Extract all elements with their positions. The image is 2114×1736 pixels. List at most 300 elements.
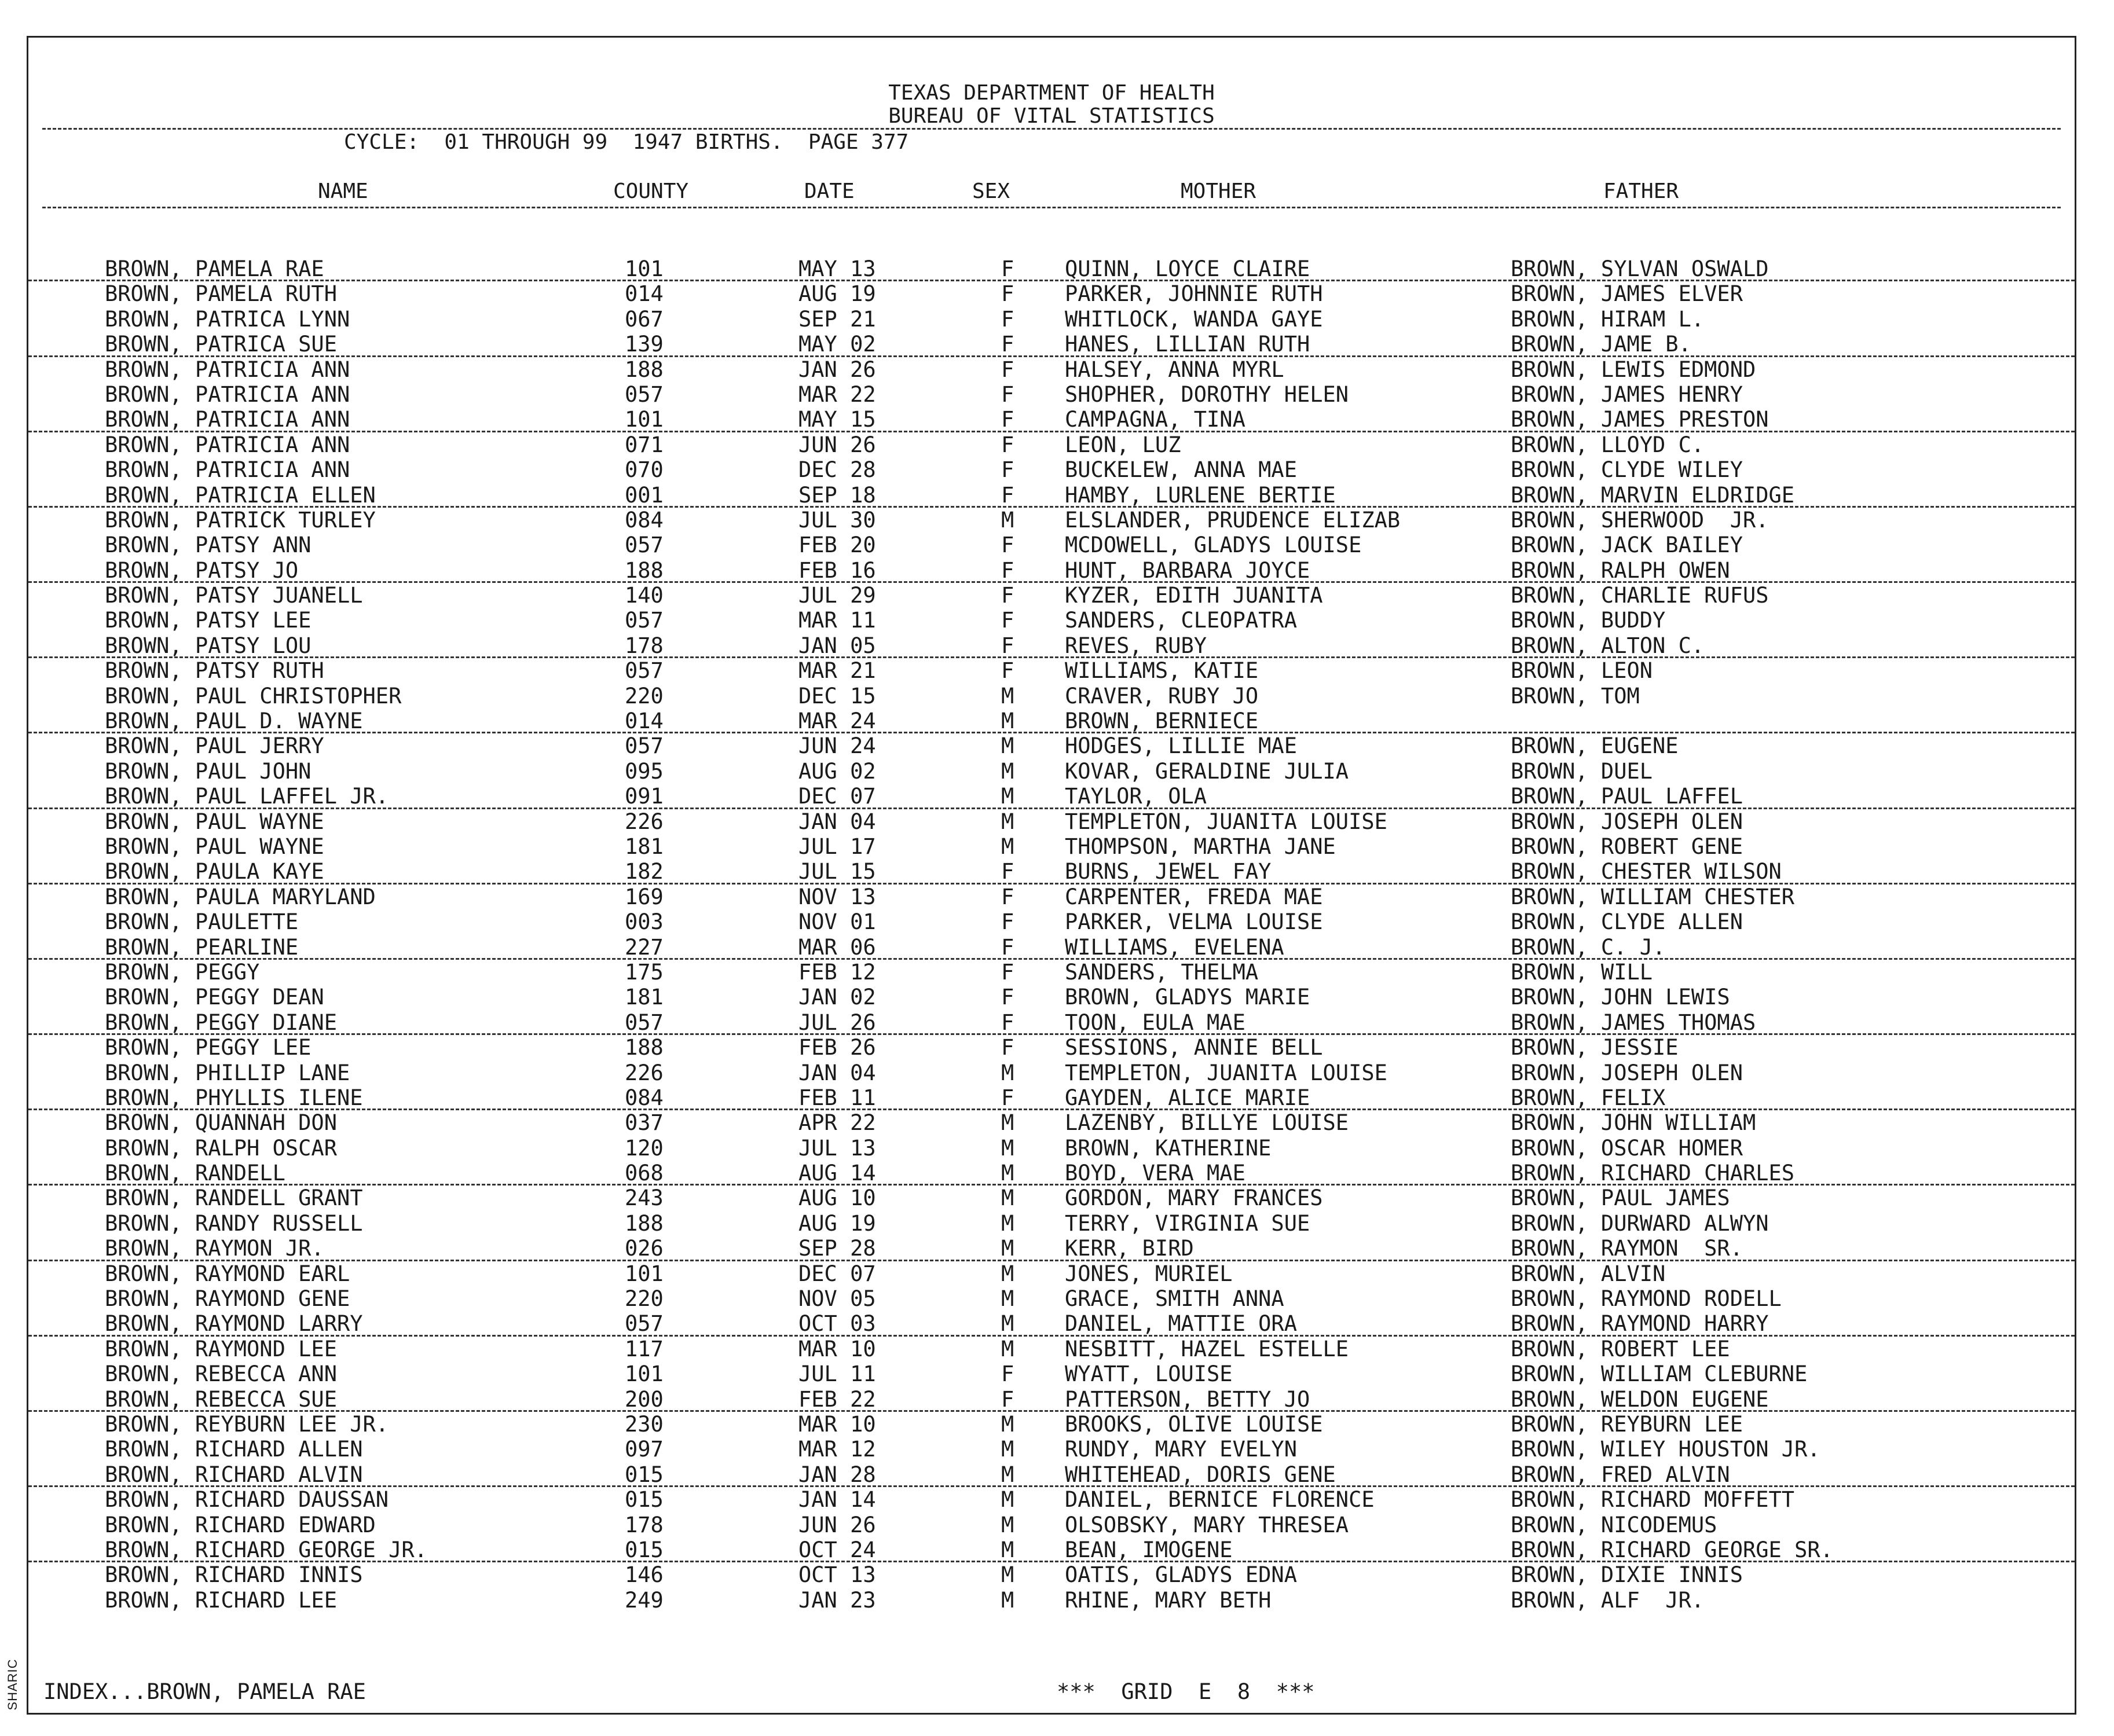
- table-row: [28, 784, 2075, 809]
- birth-date-cell: DEC 15: [798, 683, 876, 709]
- county-code-cell: 188: [625, 557, 664, 583]
- child-name-cell: BROWN, PATRICIA ANN: [105, 381, 350, 407]
- county-code-cell: 057: [625, 1010, 664, 1035]
- county-code-cell: 178: [625, 633, 664, 658]
- county-code-cell: 084: [625, 507, 664, 533]
- table-row: [28, 1588, 2075, 1613]
- child-name-cell: BROWN, PAUL D. WAYNE: [105, 709, 363, 734]
- birth-date-cell: JUL 15: [798, 859, 876, 884]
- mother-name-cell: KYZER, EDITH JUANITA: [1065, 583, 1323, 608]
- sex-cell: M: [1001, 1060, 1014, 1085]
- department-title: TEXAS DEPARTMENT OF HEALTH: [888, 81, 1215, 105]
- sex-cell: M: [1001, 1210, 1014, 1236]
- child-name-cell: BROWN, RAYMOND EARL: [105, 1261, 350, 1286]
- child-name-cell: BROWN, RAYMOND LEE: [105, 1336, 337, 1361]
- child-name-cell: BROWN, PAUL WAYNE: [105, 809, 324, 834]
- sex-cell: M: [1001, 809, 1014, 834]
- child-name-cell: BROWN, RICHARD GEORGE JR.: [105, 1537, 427, 1562]
- sex-cell: M: [1001, 1311, 1014, 1337]
- table-row: [28, 483, 2075, 508]
- table-row: [28, 985, 2075, 1010]
- mother-name-cell: CAMPAGNA, TINA: [1065, 407, 1245, 432]
- birth-date-cell: JUN 26: [798, 432, 876, 457]
- birth-date-cell: FEB 11: [798, 1085, 876, 1110]
- father-name-cell: BROWN, DUEL: [1511, 758, 1653, 784]
- father-name-cell: BROWN, DURWARD ALWYN: [1511, 1210, 1769, 1236]
- birth-date-cell: JUL 11: [798, 1361, 876, 1387]
- child-name-cell: BROWN, PAMELA RAE: [105, 256, 324, 281]
- mother-name-cell: OLSOBSKY, MARY THRESEA: [1065, 1512, 1349, 1537]
- county-code-cell: 057: [625, 658, 664, 684]
- child-name-cell: BROWN, PATSY LOU: [105, 633, 312, 658]
- table-row: [28, 1085, 2075, 1110]
- sex-cell: F: [1001, 432, 1014, 457]
- child-name-cell: BROWN, PEGGY LEE: [105, 1035, 312, 1060]
- table-row: [28, 1311, 2075, 1336]
- sex-cell: M: [1001, 709, 1014, 734]
- birth-date-cell: MAR 06: [798, 934, 876, 960]
- sex-cell: F: [1001, 407, 1014, 432]
- child-name-cell: BROWN, PATSY JUANELL: [105, 583, 363, 608]
- table-row: [28, 256, 2075, 281]
- table-row: [28, 608, 2075, 633]
- mother-name-cell: WILLIAMS, KATIE: [1065, 658, 1259, 684]
- mother-name-cell: GAYDEN, ALICE MARIE: [1065, 1085, 1310, 1110]
- table-row: [28, 809, 2075, 834]
- child-name-cell: BROWN, PAMELA RUTH: [105, 281, 337, 307]
- county-code-cell: 071: [625, 432, 664, 457]
- sex-cell: F: [1001, 357, 1014, 382]
- mother-name-cell: SANDERS, THELMA: [1065, 959, 1259, 985]
- county-code-cell: 101: [625, 256, 664, 281]
- mother-name-cell: ELSLANDER, PRUDENCE ELIZAB: [1065, 507, 1401, 533]
- table-row: [28, 1562, 2075, 1587]
- table-row: [28, 684, 2075, 709]
- birth-date-cell: JUL 29: [798, 583, 876, 608]
- sex-cell: F: [1001, 557, 1014, 583]
- sex-cell: F: [1001, 934, 1014, 960]
- sex-cell: M: [1001, 683, 1014, 709]
- mother-name-cell: PATTERSON, BETTY JO: [1065, 1386, 1310, 1412]
- father-name-cell: BROWN, RAYMOND RODELL: [1511, 1286, 1782, 1312]
- birth-date-cell: NOV 05: [798, 1286, 876, 1312]
- county-code-cell: 015: [625, 1487, 664, 1513]
- father-name-cell: BROWN, CLYDE WILEY: [1511, 457, 1743, 483]
- father-name-cell: BROWN, FELIX: [1511, 1085, 1666, 1110]
- child-name-cell: BROWN, RAYMOND GENE: [105, 1286, 350, 1312]
- table-row: [28, 1337, 2075, 1361]
- mother-name-cell: KOVAR, GERALDINE JULIA: [1065, 758, 1349, 784]
- birth-date-cell: MAR 11: [798, 608, 876, 633]
- birth-date-cell: FEB 22: [798, 1386, 876, 1412]
- child-name-cell: BROWN, REYBURN LEE JR.: [105, 1411, 389, 1437]
- father-name-cell: BROWN, WELDON EUGENE: [1511, 1386, 1769, 1412]
- county-code-cell: 014: [625, 281, 664, 307]
- child-name-cell: BROWN, RICHARD ALVIN: [105, 1462, 363, 1487]
- grid-label: *** GRID E 8 ***: [1057, 1679, 1315, 1704]
- county-code-cell: 230: [625, 1411, 664, 1437]
- table-row: [28, 1161, 2075, 1186]
- birth-date-cell: JUL 26: [798, 1010, 876, 1035]
- birth-date-cell: MAY 13: [798, 256, 876, 281]
- mother-name-cell: WHITLOCK, WANDA GAYE: [1065, 306, 1323, 332]
- mother-name-cell: HALSEY, ANNA MYRL: [1065, 357, 1284, 382]
- birth-date-cell: AUG 10: [798, 1186, 876, 1211]
- county-code-cell: 243: [625, 1186, 664, 1211]
- birth-date-cell: JAN 23: [798, 1587, 876, 1613]
- table-row: [28, 1487, 2075, 1512]
- sex-cell: F: [1001, 457, 1014, 483]
- sex-cell: F: [1001, 332, 1014, 357]
- father-name-cell: BROWN, JAMES ELVER: [1511, 281, 1743, 307]
- table-row: [28, 307, 2075, 332]
- child-name-cell: BROWN, PAUL LAFFEL JR.: [105, 784, 389, 809]
- table-row: [28, 1010, 2075, 1035]
- sex-cell: F: [1001, 959, 1014, 985]
- birth-date-cell: DEC 07: [798, 784, 876, 809]
- birth-date-cell: MAR 12: [798, 1437, 876, 1462]
- sex-cell: M: [1001, 1462, 1014, 1487]
- mother-name-cell: BUCKELEW, ANNA MAE: [1065, 457, 1297, 483]
- child-name-cell: BROWN, PATRICIA ELLEN: [105, 482, 376, 508]
- mother-name-cell: RHINE, MARY BETH: [1065, 1587, 1272, 1613]
- birth-date-cell: NOV 13: [798, 884, 876, 909]
- birth-date-cell: JAN 04: [798, 809, 876, 834]
- table-row: [28, 1186, 2075, 1210]
- sex-cell: M: [1001, 1336, 1014, 1361]
- sex-cell: M: [1001, 1437, 1014, 1462]
- birth-date-cell: SEP 21: [798, 306, 876, 332]
- father-name-cell: BROWN, JAME B.: [1511, 332, 1691, 357]
- county-code-cell: 188: [625, 1035, 664, 1060]
- child-name-cell: BROWN, PATSY LEE: [105, 608, 312, 633]
- father-name-cell: BROWN, WILLIAM CHESTER: [1511, 884, 1795, 909]
- mother-name-cell: NESBITT, HAZEL ESTELLE: [1065, 1336, 1349, 1361]
- birth-date-cell: AUG 19: [798, 1210, 876, 1236]
- sex-cell: F: [1001, 608, 1014, 633]
- side-label: SHARIC: [5, 1658, 20, 1711]
- father-name-cell: BROWN, ROBERT GENE: [1511, 834, 1743, 859]
- mother-name-cell: TERRY, VIRGINIA SUE: [1065, 1210, 1310, 1236]
- child-name-cell: BROWN, RANDELL GRANT: [105, 1186, 363, 1211]
- cycle-line: CYCLE: 01 THROUGH 99 1947 BIRTHS. PAGE 377: [344, 130, 909, 154]
- father-name-cell: BROWN, JOHN WILLIAM: [1511, 1110, 1756, 1136]
- birth-date-cell: MAR 10: [798, 1336, 876, 1361]
- child-name-cell: BROWN, RICHARD DAUSSAN: [105, 1487, 389, 1513]
- table-row: [28, 1136, 2075, 1161]
- mother-name-cell: JONES, MURIEL: [1065, 1261, 1233, 1286]
- sex-cell: M: [1001, 758, 1014, 784]
- county-code-cell: 057: [625, 381, 664, 407]
- father-name-cell: BROWN, NICODEMUS: [1511, 1512, 1717, 1537]
- county-code-cell: 068: [625, 1161, 664, 1186]
- father-name-cell: BROWN, HIRAM L.: [1511, 306, 1705, 332]
- child-name-cell: BROWN, PATRICA LYNN: [105, 306, 350, 332]
- mother-name-cell: HUNT, BARBARA JOYCE: [1065, 557, 1310, 583]
- table-row: [28, 1035, 2075, 1060]
- county-code-cell: 001: [625, 482, 664, 508]
- sex-cell: F: [1001, 482, 1014, 508]
- birth-date-cell: FEB 26: [798, 1035, 876, 1060]
- table-row: [28, 508, 2075, 533]
- father-name-cell: BROWN, WILLIAM CLEBURNE: [1511, 1361, 1808, 1387]
- father-name-cell: BROWN, C. J.: [1511, 934, 1666, 960]
- county-code-cell: 026: [625, 1236, 664, 1261]
- sex-cell: M: [1001, 1286, 1014, 1312]
- sex-cell: F: [1001, 1085, 1014, 1110]
- child-name-cell: BROWN, PATRICIA ANN: [105, 357, 350, 382]
- table-row: [28, 583, 2075, 608]
- county-code-cell: 067: [625, 306, 664, 332]
- sex-cell: M: [1001, 1587, 1014, 1613]
- sex-cell: M: [1001, 733, 1014, 759]
- table-row: [28, 909, 2075, 934]
- child-name-cell: BROWN, PATRICIA ANN: [105, 407, 350, 432]
- birth-date-cell: OCT 24: [798, 1537, 876, 1562]
- birth-date-cell: AUG 14: [798, 1161, 876, 1186]
- mother-name-cell: THOMPSON, MARTHA JANE: [1065, 834, 1336, 859]
- child-name-cell: BROWN, RAYMON JR.: [105, 1236, 324, 1261]
- table-row: [28, 1286, 2075, 1311]
- father-name-cell: BROWN, PAUL LAFFEL: [1511, 784, 1743, 809]
- child-name-cell: BROWN, PAUL CHRISTOPHER: [105, 683, 402, 709]
- mother-name-cell: HAMBY, LURLENE BERTIE: [1065, 482, 1336, 508]
- mother-name-cell: CARPENTER, FREDA MAE: [1065, 884, 1323, 909]
- county-code-cell: 070: [625, 457, 664, 483]
- birth-date-cell: JUL 17: [798, 834, 876, 859]
- father-name-cell: BROWN, RAYMON SR.: [1511, 1236, 1743, 1261]
- county-code-cell: 097: [625, 1437, 664, 1462]
- sex-cell: M: [1001, 1512, 1014, 1537]
- table-row: [28, 1387, 2075, 1412]
- table-row: [28, 859, 2075, 884]
- father-name-cell: BROWN, MARVIN ELDRIDGE: [1511, 482, 1795, 508]
- mother-name-cell: BOYD, VERA MAE: [1065, 1161, 1245, 1186]
- father-name-cell: BROWN, SHERWOOD JR.: [1511, 507, 1769, 533]
- father-name-cell: BROWN, ROBERT LEE: [1511, 1336, 1730, 1361]
- sex-cell: F: [1001, 1035, 1014, 1060]
- county-code-cell: 084: [625, 1085, 664, 1110]
- child-name-cell: BROWN, PATSY JO: [105, 557, 299, 583]
- mother-name-cell: RUNDY, MARY EVELYN: [1065, 1437, 1297, 1462]
- sex-cell: M: [1001, 1261, 1014, 1286]
- county-code-cell: 095: [625, 758, 664, 784]
- birth-date-cell: SEP 18: [798, 482, 876, 508]
- father-name-cell: BROWN, RAYMOND HARRY: [1511, 1311, 1769, 1337]
- father-name-cell: BROWN, CHESTER WILSON: [1511, 859, 1782, 884]
- bureau-title: BUREAU OF VITAL STATISTICS: [888, 104, 1215, 128]
- sex-cell: M: [1001, 784, 1014, 809]
- mother-name-cell: BROOKS, OLIVE LOUISE: [1065, 1411, 1323, 1437]
- birth-date-cell: APR 22: [798, 1110, 876, 1136]
- father-name-cell: BROWN, RALPH OWEN: [1511, 557, 1730, 583]
- county-code-cell: 037: [625, 1110, 664, 1136]
- mother-name-cell: WYATT, LOUISE: [1065, 1361, 1233, 1387]
- sex-cell: M: [1001, 1562, 1014, 1588]
- county-code-cell: 091: [625, 784, 664, 809]
- sex-cell: M: [1001, 1411, 1014, 1437]
- sex-cell: M: [1001, 1236, 1014, 1261]
- birth-date-cell: JUN 26: [798, 1512, 876, 1537]
- child-name-cell: BROWN, PAUL JOHN: [105, 758, 312, 784]
- sex-cell: M: [1001, 834, 1014, 859]
- county-code-cell: 146: [625, 1562, 664, 1588]
- table-row: [28, 1060, 2075, 1085]
- mother-name-cell: KERR, BIRD: [1065, 1236, 1194, 1261]
- child-name-cell: BROWN, PATSY ANN: [105, 533, 312, 558]
- table-row: [28, 1513, 2075, 1537]
- birth-date-cell: JAN 26: [798, 357, 876, 382]
- father-name-cell: BROWN, JOHN LEWIS: [1511, 985, 1730, 1010]
- father-name-cell: BROWN, RICHARD GEORGE SR.: [1511, 1537, 1833, 1562]
- table-row: [28, 533, 2075, 557]
- county-code-cell: 220: [625, 683, 664, 709]
- mother-name-cell: TAYLOR, OLA: [1065, 784, 1207, 809]
- birth-date-cell: MAR 10: [798, 1411, 876, 1437]
- child-name-cell: BROWN, PATRICIA ANN: [105, 432, 350, 457]
- table-row: [28, 1412, 2075, 1437]
- sex-cell: F: [1001, 1361, 1014, 1387]
- child-name-cell: BROWN, REBECCA ANN: [105, 1361, 337, 1387]
- child-name-cell: BROWN, PAULA KAYE: [105, 859, 324, 884]
- birth-date-cell: JUL 13: [798, 1135, 876, 1161]
- county-code-cell: 178: [625, 1512, 664, 1537]
- sex-cell: F: [1001, 281, 1014, 307]
- child-name-cell: BROWN, RICHARD LEE: [105, 1587, 337, 1613]
- sex-cell: M: [1001, 1161, 1014, 1186]
- county-code-cell: 057: [625, 533, 664, 558]
- county-code-cell: 139: [625, 332, 664, 357]
- birth-date-cell: JAN 02: [798, 985, 876, 1010]
- birth-date-cell: FEB 12: [798, 959, 876, 985]
- county-code-cell: 188: [625, 357, 664, 382]
- table-row: [28, 558, 2075, 583]
- birth-date-cell: JUN 24: [798, 733, 876, 759]
- county-code-cell: 188: [625, 1210, 664, 1236]
- mother-name-cell: QUINN, LOYCE CLAIRE: [1065, 256, 1310, 281]
- child-name-cell: BROWN, PEGGY: [105, 959, 260, 985]
- mother-name-cell: BEAN, IMOGENE: [1065, 1537, 1233, 1562]
- father-name-cell: BROWN, FRED ALVIN: [1511, 1462, 1730, 1487]
- sex-cell: F: [1001, 909, 1014, 935]
- county-code-cell: 200: [625, 1386, 664, 1412]
- child-name-cell: BROWN, PAULA MARYLAND: [105, 884, 376, 909]
- county-code-cell: 227: [625, 934, 664, 960]
- child-name-cell: BROWN, PAUL WAYNE: [105, 834, 324, 859]
- table-row: [28, 457, 2075, 482]
- county-code-cell: 175: [625, 959, 664, 985]
- table-row: [28, 357, 2075, 382]
- father-name-cell: BROWN, ALVIN: [1511, 1261, 1666, 1286]
- mother-name-cell: SESSIONS, ANNIE BELL: [1065, 1035, 1323, 1060]
- header-divider: [42, 128, 2061, 130]
- sex-cell: F: [1001, 533, 1014, 558]
- table-row: [28, 709, 2075, 733]
- mother-name-cell: WHITEHEAD, DORIS GENE: [1065, 1462, 1336, 1487]
- father-name-cell: BROWN, LEON: [1511, 658, 1653, 684]
- county-code-cell: 014: [625, 709, 664, 734]
- birth-date-cell: MAR 21: [798, 658, 876, 684]
- birth-date-cell: AUG 19: [798, 281, 876, 307]
- birth-date-cell: JAN 05: [798, 633, 876, 658]
- mother-name-cell: LEON, LUZ: [1065, 432, 1181, 457]
- mother-name-cell: GORDON, MARY FRANCES: [1065, 1186, 1323, 1211]
- birth-date-cell: DEC 07: [798, 1261, 876, 1286]
- table-row: [28, 1537, 2075, 1562]
- child-name-cell: BROWN, RAYMOND LARRY: [105, 1311, 363, 1337]
- birth-date-cell: MAY 15: [798, 407, 876, 432]
- column-header-sex: SEX: [972, 179, 1010, 203]
- table-row: [28, 1437, 2075, 1462]
- father-name-cell: BROWN, RICHARD CHARLES: [1511, 1161, 1795, 1186]
- child-name-cell: BROWN, RICHARD INNIS: [105, 1562, 363, 1588]
- birth-date-cell: JUL 30: [798, 507, 876, 533]
- column-header-county: COUNTY: [613, 179, 689, 203]
- father-name-cell: BROWN, JESSIE: [1511, 1035, 1679, 1060]
- mother-name-cell: TEMPLETON, JUANITA LOUISE: [1065, 809, 1387, 834]
- father-name-cell: BROWN, LEWIS EDMOND: [1511, 357, 1756, 382]
- sex-cell: F: [1001, 583, 1014, 608]
- father-name-cell: BROWN, PAUL JAMES: [1511, 1186, 1730, 1211]
- sex-cell: F: [1001, 985, 1014, 1010]
- mother-name-cell: TEMPLETON, JUANITA LOUISE: [1065, 1060, 1387, 1085]
- mother-name-cell: SHOPHER, DOROTHY HELEN: [1065, 381, 1349, 407]
- father-name-cell: BROWN, JAMES HENRY: [1511, 381, 1743, 407]
- mother-name-cell: DANIEL, BERNICE FLORENCE: [1065, 1487, 1375, 1513]
- county-code-cell: 120: [625, 1135, 664, 1161]
- county-code-cell: 249: [625, 1587, 664, 1613]
- father-name-cell: BROWN, REYBURN LEE: [1511, 1411, 1743, 1437]
- table-row: [28, 407, 2075, 432]
- sex-cell: F: [1001, 884, 1014, 909]
- mother-name-cell: WILLIAMS, EVELENA: [1065, 934, 1284, 960]
- mother-name-cell: OATIS, GLADYS EDNA: [1065, 1562, 1297, 1588]
- county-code-cell: 015: [625, 1537, 664, 1562]
- table-row: [28, 658, 2075, 683]
- mother-name-cell: LAZENBY, BILLYE LOUISE: [1065, 1110, 1349, 1136]
- sex-cell: F: [1001, 306, 1014, 332]
- birth-date-cell: OCT 03: [798, 1311, 876, 1337]
- mother-name-cell: BROWN, KATHERINE: [1065, 1135, 1272, 1161]
- county-code-cell: 015: [625, 1462, 664, 1487]
- mother-name-cell: GRACE, SMITH ANNA: [1065, 1286, 1284, 1312]
- table-row: [28, 432, 2075, 457]
- mother-name-cell: HODGES, LILLIE MAE: [1065, 733, 1297, 759]
- mother-name-cell: MCDOWELL, GLADYS LOUISE: [1065, 533, 1362, 558]
- county-code-cell: 182: [625, 859, 664, 884]
- father-name-cell: BROWN, ALTON C.: [1511, 633, 1705, 658]
- father-name-cell: BROWN, SYLVAN OSWALD: [1511, 256, 1769, 281]
- child-name-cell: BROWN, RANDELL: [105, 1161, 285, 1186]
- column-divider: [42, 207, 2061, 208]
- child-name-cell: BROWN, PATRICK TURLEY: [105, 507, 376, 533]
- table-row: [28, 281, 2075, 306]
- father-name-cell: BROWN, WILEY HOUSTON JR.: [1511, 1437, 1820, 1462]
- county-code-cell: 101: [625, 1261, 664, 1286]
- mother-name-cell: BROWN, BERNIECE: [1065, 709, 1259, 734]
- sex-cell: M: [1001, 1135, 1014, 1161]
- father-name-cell: BROWN, RICHARD MOFFETT: [1511, 1487, 1795, 1513]
- birth-date-cell: JAN 14: [798, 1487, 876, 1513]
- father-name-cell: BROWN, JACK BAILEY: [1511, 533, 1743, 558]
- child-name-cell: BROWN, REBECCA SUE: [105, 1386, 337, 1412]
- table-row: [28, 1462, 2075, 1487]
- table-row: [28, 884, 2075, 909]
- county-code-cell: 117: [625, 1336, 664, 1361]
- sex-cell: F: [1001, 1010, 1014, 1035]
- child-name-cell: BROWN, RALPH OSCAR: [105, 1135, 337, 1161]
- father-name-cell: BROWN, WILL: [1511, 959, 1653, 985]
